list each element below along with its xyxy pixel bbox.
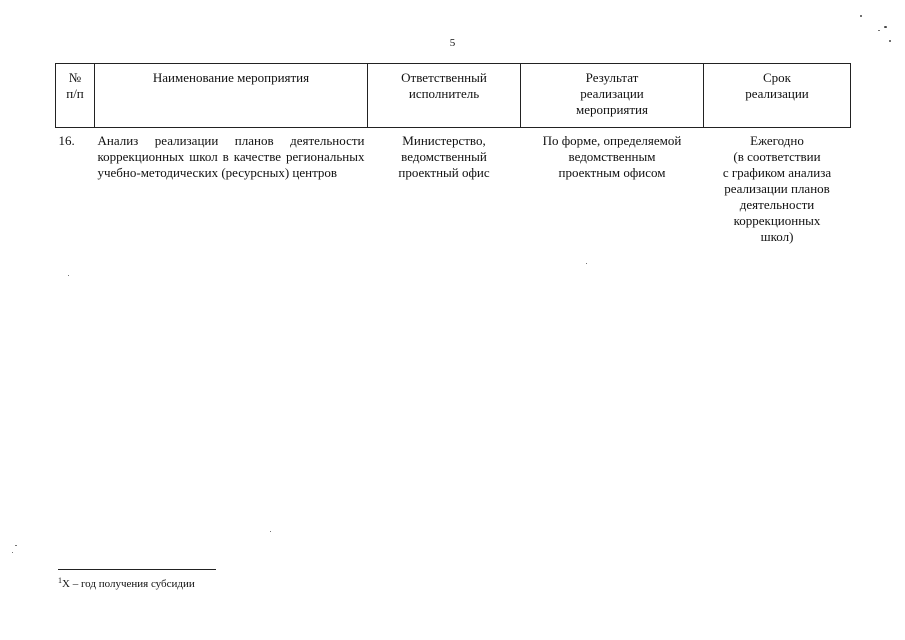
- footnote-divider: [58, 569, 216, 570]
- scan-speck: [860, 15, 862, 17]
- row-result: По форме, определяемой ведомственным проектным офисом: [542, 133, 682, 180]
- scan-speck: [15, 545, 17, 546]
- header-number: № п/п: [56, 64, 95, 128]
- footnote-text: X – год получения субсидии: [62, 578, 195, 590]
- scan-speck: [270, 531, 271, 532]
- scan-speck: [68, 275, 69, 276]
- events-table: [55, 63, 851, 245]
- scan-speck: [884, 26, 887, 28]
- scan-speck: [878, 30, 880, 31]
- row-number: 16.: [58, 133, 75, 148]
- header-executor: Ответственный исполнитель: [368, 64, 521, 128]
- row-event-name: Анализ реализации планов деятельности коррекционных школ в качестве региональных учебно-методических (ресурсных) центров: [97, 133, 365, 180]
- page-number: 5: [449, 37, 456, 49]
- footnote-marker: 1: [58, 576, 62, 585]
- footnote: [58, 576, 195, 590]
- scan-speck: [586, 263, 587, 264]
- row-executor: Министерство, ведомственный проектный офис: [398, 133, 490, 180]
- row-deadline: Ежегодно (в соответствии с графиком анализа реализации планов деятельности коррекционных школ): [722, 133, 832, 244]
- header-deadline: Срок реализации: [704, 64, 851, 128]
- scan-speck: [12, 552, 13, 553]
- table-row: [56, 128, 851, 246]
- header-event-name: Наименование мероприятия: [95, 64, 368, 128]
- table-header-row: [56, 64, 851, 128]
- scan-speck: [889, 40, 891, 42]
- header-result: Результат реализации мероприятия: [521, 64, 704, 128]
